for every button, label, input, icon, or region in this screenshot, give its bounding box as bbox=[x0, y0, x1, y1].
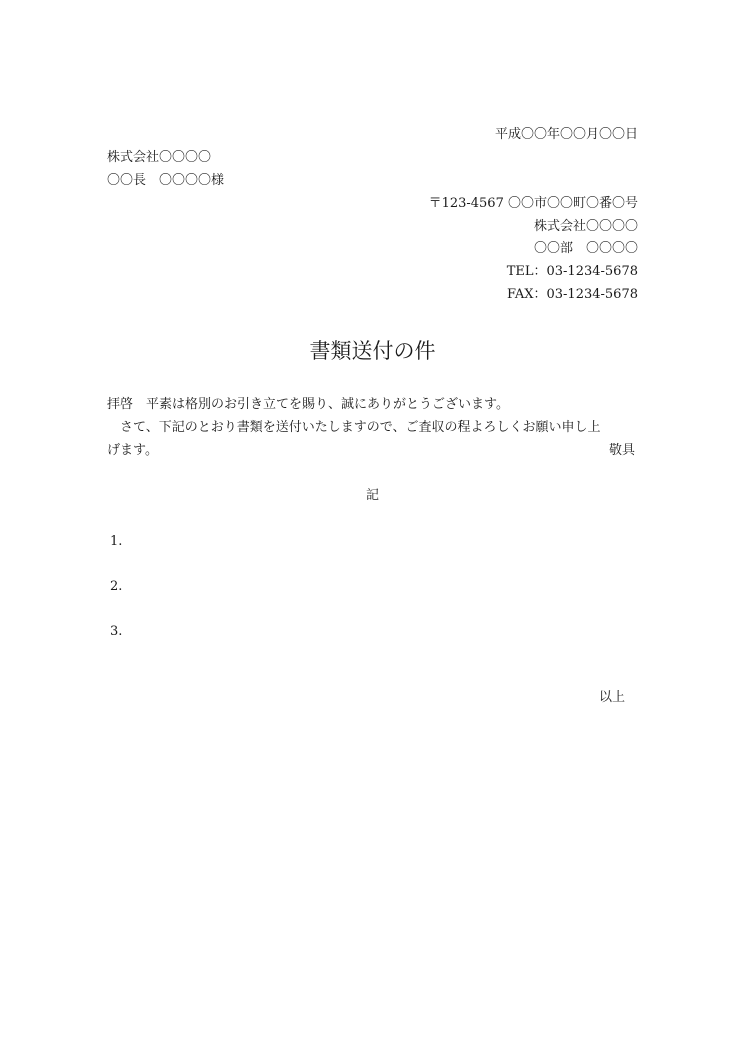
recipient-company: 株式会社〇〇〇〇 bbox=[107, 150, 212, 165]
end-ijo: 以上 bbox=[598, 690, 625, 705]
sender-company: 株式会社〇〇〇〇 bbox=[533, 219, 638, 234]
sender-tel: TEL：03-1234-5678 bbox=[506, 264, 638, 279]
list-item-3: 3. bbox=[110, 624, 123, 639]
list-item-2: 2. bbox=[110, 579, 123, 594]
sender-address: 〒123-4567 〇〇市〇〇町〇番〇号 bbox=[428, 196, 638, 211]
body-line-1: さて、下記のとおり書類を送付いたしますので、ご査収の程よろしくお願い申し上 bbox=[107, 420, 601, 435]
document-title: 書類送付の件 bbox=[309, 339, 436, 363]
ki-heading: 記 bbox=[365, 488, 379, 503]
sender-department: 〇〇部 〇〇〇〇 bbox=[533, 241, 638, 256]
greeting-line: 拝啓 平素は格別のお引き立てを賜り、誠にありがとうございます。 bbox=[107, 397, 509, 412]
body-line-2: げます。 bbox=[107, 443, 158, 458]
closing-keigu: 敬具 bbox=[608, 443, 635, 458]
list-item-1: 1. bbox=[110, 534, 123, 549]
sender-fax: FAX：03-1234-5678 bbox=[506, 287, 638, 302]
date-line: 平成〇〇年〇〇月〇〇日 bbox=[494, 127, 638, 142]
recipient-person: 〇〇長 〇〇〇〇様 bbox=[107, 173, 225, 188]
